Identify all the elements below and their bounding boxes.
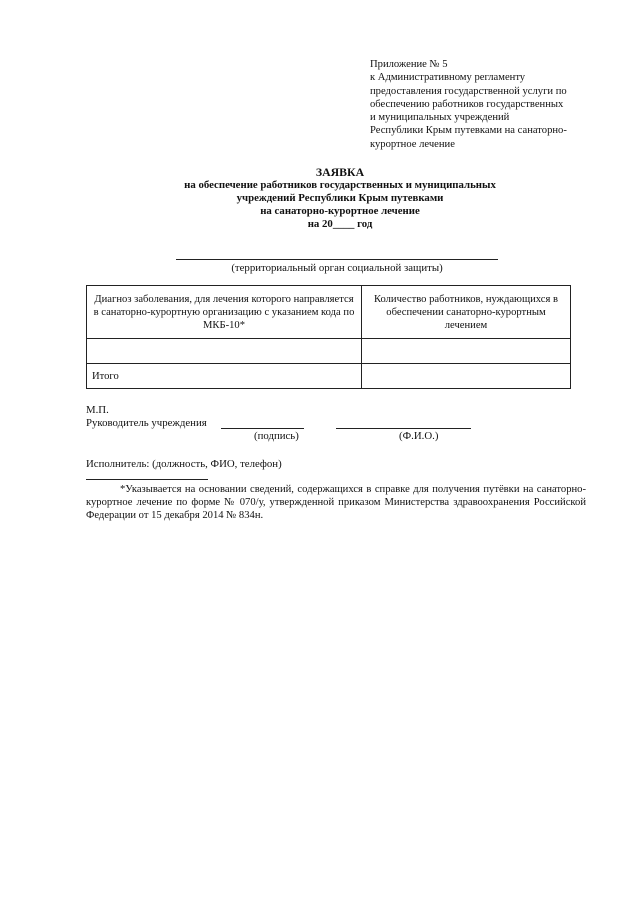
document-title: [88, 166, 592, 231]
org-fill-line[interactable]: [176, 259, 498, 260]
appendix-line: курортное лечение: [370, 138, 455, 150]
signature-line[interactable]: [221, 428, 304, 429]
table-header-row: [87, 286, 571, 339]
appendix-line: к Административному регламенту: [370, 72, 526, 84]
header-diagnosis: Диагноз заболевания, для лечения которого направляется в санаторно-курортную организацию с указанием кода по МКБ-10*: [87, 286, 362, 339]
appendix-line: Республики Крым путевками на санаторно-: [370, 125, 567, 137]
stamp-place: М.П.: [86, 404, 109, 416]
name-caption: (Ф.И.О.): [399, 430, 439, 442]
org-caption: (территориальный орган социальной защиты): [231, 262, 443, 274]
appendix-line: и муниципальных учреждений: [370, 112, 510, 124]
appendix-line: Приложение № 5: [370, 59, 448, 70]
table-row: [87, 339, 571, 364]
executor-label: Исполнитель: (должность, ФИО, телефон): [86, 458, 282, 470]
footnote-separator: [86, 479, 208, 480]
appendix-line: предоставления государственной услуги по: [370, 85, 567, 97]
name-line[interactable]: [336, 428, 471, 429]
signature-caption: (подпись): [254, 430, 299, 442]
title-line: на санаторно-курортное лечение: [260, 205, 420, 217]
diagnosis-cell[interactable]: [87, 339, 362, 364]
appendix-note: [370, 58, 602, 151]
appendix-line: обеспечению работников государственных: [370, 98, 564, 110]
total-value-cell[interactable]: [362, 364, 571, 389]
footnote: *Указывается на основании сведений, содержащихся в справке для получения путёвки на санаторно-курортное лечение по форме № 070/у, утвержденной приказом Министерства здравоохранения Российской Федерации от 15 декабря 2014 № 834н.: [86, 484, 586, 522]
title-line: учреждений Республики Крым путевками: [236, 192, 444, 204]
header-worker-count: Количество работников, нуждающихся в обеспечении санаторно-курортным лечением: [362, 286, 571, 339]
total-label: Итого: [87, 364, 362, 389]
title-line: на обеспечение работников государственных и муниципальных: [184, 179, 496, 191]
request-table: [86, 285, 571, 389]
count-cell[interactable]: [362, 339, 571, 364]
title-heading: ЗАЯВКА: [315, 165, 365, 179]
title-year-line: на 20____ год: [307, 218, 373, 230]
head-label: Руководитель учреждения: [86, 417, 207, 429]
table-total-row: [87, 364, 571, 389]
